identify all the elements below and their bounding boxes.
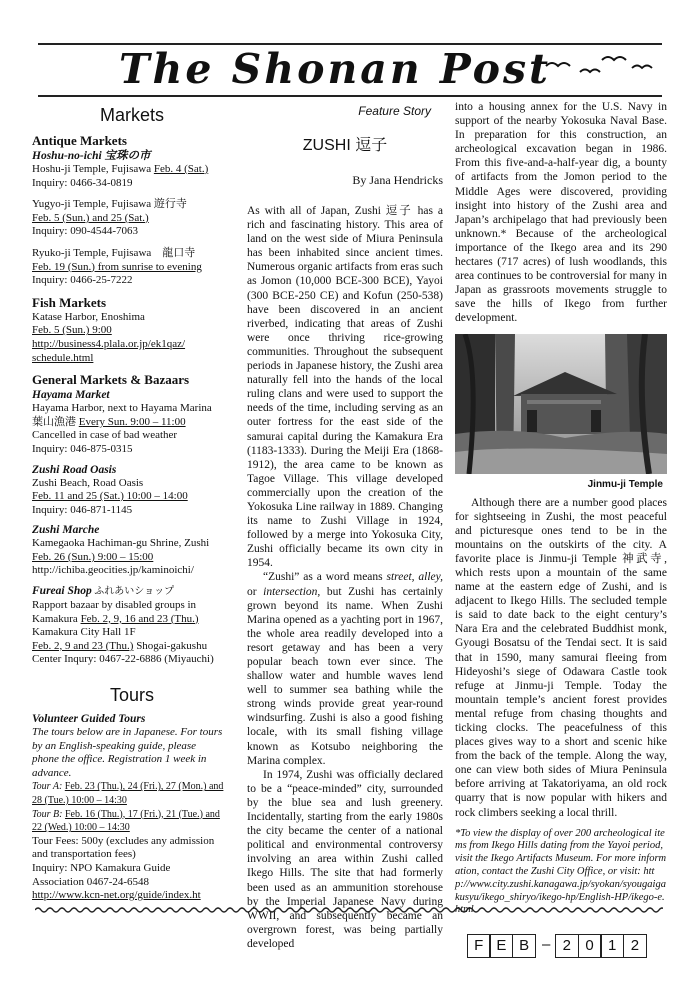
date-cell: B bbox=[512, 934, 536, 958]
date-cell: F bbox=[467, 934, 491, 958]
tours-heading: Tours bbox=[109, 685, 154, 706]
feature-story-label: Feature Story bbox=[358, 104, 431, 118]
zushi-marche-title: Zushi Marche bbox=[32, 524, 100, 537]
tours-intro-3: phone the office. Registration 1 week in bbox=[32, 753, 207, 766]
zushi-oasis-inquiry: Inquiry: 046-871-1145 bbox=[32, 503, 133, 516]
date-dash: – bbox=[541, 936, 551, 953]
fureai-shop-title: Fureai Shop ふれあいショップ bbox=[32, 585, 175, 598]
date-cell: 2 bbox=[555, 934, 579, 958]
ryuko-ji-dates: Feb. 19 (Sun.) from sunrise to evening bbox=[32, 260, 202, 273]
paragraph-2: “Zushi” as a word means street, alley, or intersection, but Zushi has certainly grown beyond its name. When Zushi Marina opened as a yachting port in 1967, the whole area readily developed into a resort getaway and has been a very popular beach town ever since. The shallow water and humble waves lend well to summer sea bathing while the strong winds provide great year-round windsurfing. Zushi is also a good fishing locale, with its small fishing village known as Kotsubo neighboring the Marina complex. bbox=[247, 571, 443, 767]
hoshu-ji-inquiry: Inquiry: 0466-34-0819 bbox=[32, 176, 133, 189]
katase-link[interactable]: http://business4.plala.or.jp/ek1qaz/ bbox=[32, 337, 186, 350]
zushi-oasis-dates: Feb. 11 and 25 (Sat.) 10:00 – 14:00 bbox=[32, 490, 188, 503]
ryuko-ji-inquiry: Inquiry: 0466-25-7222 bbox=[32, 274, 133, 287]
katase-location: Katase Harbor, Enoshima bbox=[32, 310, 145, 323]
feature-column bbox=[247, 100, 443, 951]
paragraph-5: Although there are a number good places for sightseeing in Zushi, the most peaceful and picturesque ones tend to be in the mountains on the outskirts of the city. A favorite place is Jinmu-ji Temple 神武寺, which rests upon a mountain of the same name at the eastern edge of Zushi, and is adjacent to Ikego Hills. The secluded temple is said to date back to the eight century’s Nara Era and the celebrated Buddhist monk, Gyougi Bosatsu of the Tendai sect. It is said that in 1590, many samurai fleeing from Hideyoshi’s siege of Odawara Castle took refuge at Jinmu-ji Temple. Today the mountain temple’s ancient forest provides mental refuge from chasing thoughts and ticking clocks. The peacefulness of this places gives way to a short and scenic hike from the back of the temple. Along the way, one can view both sides of Miura Peninsula before arriving at Takatoriyama, an old rock quarry that is now popular with hikers and rock climbers seeking a local thrill. bbox=[455, 496, 667, 819]
byline: By Jana Hendricks bbox=[352, 173, 443, 187]
katase-link-cont[interactable]: schedule.html bbox=[32, 351, 94, 364]
tour-inquiry: Inquiry: NPO Kamakura Guide bbox=[32, 861, 171, 874]
tour-a-time: 28 (Tue.) 10:00 – 14:30 bbox=[32, 795, 127, 806]
tour-b-time: 22 (Wed.) 10:00 – 14:30 bbox=[32, 822, 130, 834]
temple-photo-image bbox=[455, 334, 667, 474]
tour-a-dates: Tour A: Feb. 23 (Thu.), 24 (Fri.), 27 (Mon.) and bbox=[32, 781, 224, 793]
tour-link[interactable]: http://www.kcn-net.org/guide/index.ht bbox=[32, 889, 201, 902]
paragraph-3: In 1974, Zushi was officially declared to be a “peace-minded” city, surrounded by the blue sea and lush greenery. Incidentally, starting from the early 1980s the city became the center of a national political and environmental controversy involving an area within Zushi called Ikego Hills. The site that had formerly been used as an ammunition storehouse by the Imperial Japanese Navy during WWII, and subsequently became an overgrown forest, was being partially developed bbox=[247, 768, 443, 950]
hoshu-no-ichi-title: Hoshu-no-ichi 宝珠の市 bbox=[32, 150, 151, 162]
yugyo-ji-inquiry: Inquiry: 090-4544-7063 bbox=[32, 225, 139, 238]
temple-photo bbox=[455, 334, 667, 474]
general-markets-heading: General Markets & Bazaars bbox=[32, 372, 190, 388]
yugyo-ji-location: Yugyo-ji Temple, Fujisawa 遊行寺 bbox=[32, 198, 187, 211]
story-title: ZUSHI 逗子 bbox=[302, 137, 388, 154]
story-body-cont bbox=[455, 100, 667, 326]
ryuko-ji-location: Ryuko-ji Temple, Fujisawa 龍口寺 bbox=[32, 246, 196, 259]
fureai-dates-2: Feb. 2, 9 and 23 (Thu.) Shogai-gakushu bbox=[32, 639, 208, 652]
hayama-location: Hayama Harbor, next to Hayama Marina bbox=[32, 402, 212, 415]
marche-date: Feb. 26 (Sun.) 9:00 – 15:00 bbox=[32, 550, 154, 563]
zushi-road-oasis-title: Zushi Road Oasis bbox=[32, 463, 117, 476]
tour-fees: Tour Fees: 500y (excludes any admission bbox=[32, 834, 215, 847]
issue-date-box bbox=[468, 934, 647, 958]
fish-markets-heading: Fish Markets bbox=[32, 294, 107, 310]
tours-intro-2: by an English-speaking guide, please bbox=[32, 739, 197, 752]
katase-date: Feb. 5 (Sun.) 9:00 bbox=[32, 324, 112, 337]
fureai-location: Kamakura City Hall 1F bbox=[32, 626, 136, 639]
hayama-market-title: Hayama Market bbox=[32, 389, 110, 402]
tour-inquiry-cont: Association 0467-24-6548 bbox=[32, 875, 150, 888]
paragraph-4: into a housing annex for the U.S. Navy in support of the nearby Yokosuka Naval Base. In preparation for this construction, an archeological excavation began in 1986. From this five-and-a-half-year dig, a bounty of artifacts from the Jomon period to the Middle Ages were discovered, providing insight into history of the Zushi area and Japan’s archipelago that had previously been unknown.* Because of the archeological importance of the Ikego area and its 290 hectares (717 acres) of lush woodlands, this area continues to be controversial for many in Japan as grassroots movements struggle to save the hills of Ikego from further development. bbox=[455, 101, 667, 325]
hayama-inquiry: Inquiry: 046-875-0315 bbox=[32, 442, 133, 455]
hayama-note: Cancelled in case of bad weather bbox=[32, 429, 178, 442]
markets-heading: Markets bbox=[99, 105, 164, 125]
paragraph-1: As with all of Japan, Zushi 逗子 has a rich and fascinating history. This area of land on the west side of Miura Peninsula has been inhabited since ancient times. Numerous organic artifacts from eras such as Jomon (10,000 BCE-300 BCE), Yayoi (300 BCE-250 CE) and Kofun (250-538) have been discovered in an ancient riverbed, indicating that areas of Zushi were once thriving rice-growing communities. Throughout the subsequent periods in Japanese history, the Zushi area naturally fell into the hands of the local ruling clans and were used to support the needs of the time, including serving as an outer fortress for the east side of the samurai capital during the Kamakura Era (1183-1333). During the Meiji Era (1868-1912), the area came to be known as Tagoe Village. This village developed commercially upon the creation of the Yokosuka Line railway in 1889. Changing its name to Zushi Village in 1924, followed by a merge into Yokosuka City, Zushi officially became its own city in 1954. bbox=[247, 205, 443, 570]
hayama-schedule: 葉山漁港 Every Sun. 9:00 – 11:00 bbox=[32, 415, 186, 428]
marche-location: Kamegaoka Hachiman-gu Shrine, Zushi bbox=[32, 537, 210, 550]
date-cell: 0 bbox=[578, 934, 602, 958]
wave-divider bbox=[35, 905, 663, 915]
yugyo-ji-dates: Feb. 5 (Sun.) and 25 (Sat.) bbox=[32, 211, 149, 224]
marche-link[interactable]: http://ichiba.geocities.jp/kaminoichi/ bbox=[32, 564, 194, 577]
feature-continued-column bbox=[455, 100, 667, 917]
volunteer-tours-title: Volunteer Guided Tours bbox=[32, 713, 146, 726]
fureai-inquiry: Center Inqury: 0467-22-6886 (Miyauchi) bbox=[32, 653, 214, 666]
antique-markets-heading: Antique Markets bbox=[32, 133, 127, 148]
seagulls-icon bbox=[540, 52, 660, 82]
photo-caption: Jinmu-ji Temple bbox=[587, 478, 663, 490]
hoshu-ji-location: Hoshu-ji Temple, Fujisawa Feb. 4 (Sat.) bbox=[32, 163, 209, 175]
tours-intro-4: advance. bbox=[32, 766, 72, 779]
date-cell: 1 bbox=[600, 934, 624, 958]
tour-fees-cont: and transportation fees) bbox=[32, 848, 136, 861]
zushi-oasis-location: Zushi Beach, Road Oasis bbox=[32, 476, 144, 489]
story-body-cont-2 bbox=[455, 496, 667, 820]
date-cell: 2 bbox=[623, 934, 647, 958]
markets-column bbox=[32, 100, 232, 903]
footnote: *To view the display of over 200 archeological items from Ikego Hills dating from the Yayoi period, visit the Ikego Artifacts Museum. For more information, contact the Zushi City Office, or visit: http://www.city.zushi.kanagawa.jp/syokan/syougaigakusyu/ikego_shiryo/ikego-hp/English-HP/ikego-e.html bbox=[455, 827, 667, 916]
masthead-rule bbox=[38, 95, 662, 97]
date-cell: E bbox=[489, 934, 513, 958]
fureai-dates: Kamakura Feb. 2, 9, 16 and 23 (Thu.) bbox=[32, 612, 199, 625]
story-body bbox=[247, 204, 443, 951]
masthead-title: The Shonan Post bbox=[119, 45, 551, 93]
tours-intro-1: The tours below are in Japanese. For tours bbox=[32, 726, 223, 739]
tour-b-dates: Tour B: Feb. 16 (Thu.), 17 (Fri.), 21 (Tue.) and bbox=[32, 808, 220, 820]
fureai-desc: Rapport bazaar by disabled groups in bbox=[32, 599, 197, 612]
